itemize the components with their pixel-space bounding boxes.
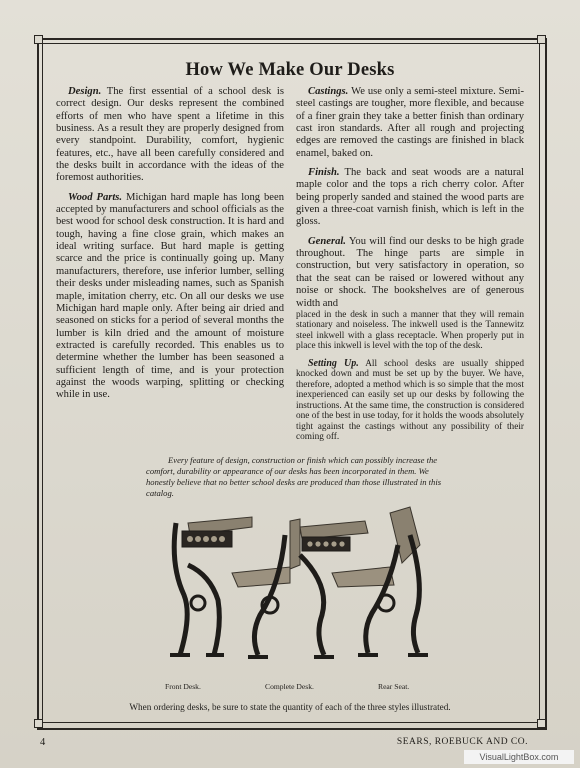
section-text: All school desks are usually shipped knocked down and must be set up by the buyer. We have, therefore, adopted a method which is so simple that the most inexperienced can easily set up our desks by following the instructions. At the same time, the construction is considered one of the best in use today, for it holds the woods absolutely tight against the castings without any possibility of their coming off.	[296, 358, 524, 443]
paragraph-wood-parts	[56, 192, 284, 402]
section-text: You will find our desks to be high grade throughout. The hinge parts are simple in construction, but very satisfactory in operation, so that the seat can be raised or lowered without any noise or shock. The bookshelves are of generous width and	[296, 235, 524, 309]
publisher-imprint: SEARS, ROEBUCK AND CO.	[396, 737, 528, 747]
section-head: General.	[308, 235, 346, 247]
caption-rear-seat: Rear Seat.	[378, 682, 410, 691]
section-text: Michigan hard maple has long been accepted by manufacturers and school officials as the best wood for school desk construction. It is hard and tough, having a fine close grain, which makes an ideal writing surface. But hard maple is getting scarce and the price is continually going up. Many manufacturers, therefore, use inferior lumber, selling their desks under misleading names, such as Spanish maple, imitation cherry, etc. On all our desks we use Michigan hard maple only. After being air dried and seasoned on sticks for a period of several months the lumber is kiln dried and the amount of moisture extracted is carefully recorded. This enables us to determine whether the lumber has been seasoned a sufficient length of time, and is your protection against the woods warping, splitting or checking while in use.	[56, 191, 284, 401]
caption-complete-desk: Complete Desk.	[265, 682, 314, 691]
order-note: When ordering desks, be sure to state the quantity of each of the three styles illustrated.	[129, 702, 451, 712]
corner-ornament	[537, 35, 546, 44]
section-head: Finish.	[308, 167, 340, 179]
watermark-badge: VisualLightBox.com	[464, 750, 574, 764]
corner-ornament	[537, 719, 546, 728]
corner-ornament	[34, 35, 43, 44]
caption-front-desk: Front Desk.	[165, 682, 201, 691]
paragraph-setting-up	[296, 359, 524, 443]
paragraph-general	[296, 236, 524, 310]
page-title: How We Make Our Desks	[185, 60, 395, 80]
page-number: 4	[40, 737, 46, 748]
paragraph-design	[56, 86, 284, 185]
section-head: Wood Parts.	[68, 191, 123, 203]
complete-desk-figure	[232, 519, 368, 657]
right-column	[296, 86, 524, 450]
desk-illustration	[140, 505, 440, 675]
left-column	[56, 86, 284, 409]
section-text: The first essential of a school desk is correct design. Our desks represent the combined efforts of men who have spent a lifetime in this business. As a result they are properly designed from every standpoint. Durability, comfort, hygienic features, etc., have all been carefully considered and the desks built in accordance with the ideas of the foremost authorities.	[56, 86, 284, 184]
quote-block: Every feature of design, construction or finish which can possibly increase the comfort, durability or appearance of our desks has been incorporated in them. We honestly believe that no better school desks are produced than those illustrated in this catalog.	[146, 455, 442, 498]
section-head: Setting Up.	[308, 357, 359, 369]
section-head: Design.	[68, 86, 102, 97]
paragraph-castings	[296, 86, 524, 160]
paragraph-general-small: placed in the desk in such a manner that they will remain stationary and noiseless. The inkwell used is the Tannewitz steel inkwell with a glass receptacle. When properly put in place this inkwell is level with the top of the desk.	[296, 309, 524, 352]
corner-ornament	[34, 719, 43, 728]
section-text: The back and seat woods are a natural maple color and the tops a rich cherry color. After being properly sanded and stained the wood parts are given a three-coat varnish finish, which is left in the gloss.	[296, 167, 524, 228]
section-text: We use only a semi-steel mixture. Semi-steel castings are tougher, more flexible, and because of a finer grain they take a better finish than ordinary cast iron standards. After all rough and projecting edges are removed the castings are finished in black enamel, baked on.	[296, 86, 524, 159]
paragraph-finish	[296, 167, 524, 229]
section-head: Castings.	[308, 86, 349, 97]
